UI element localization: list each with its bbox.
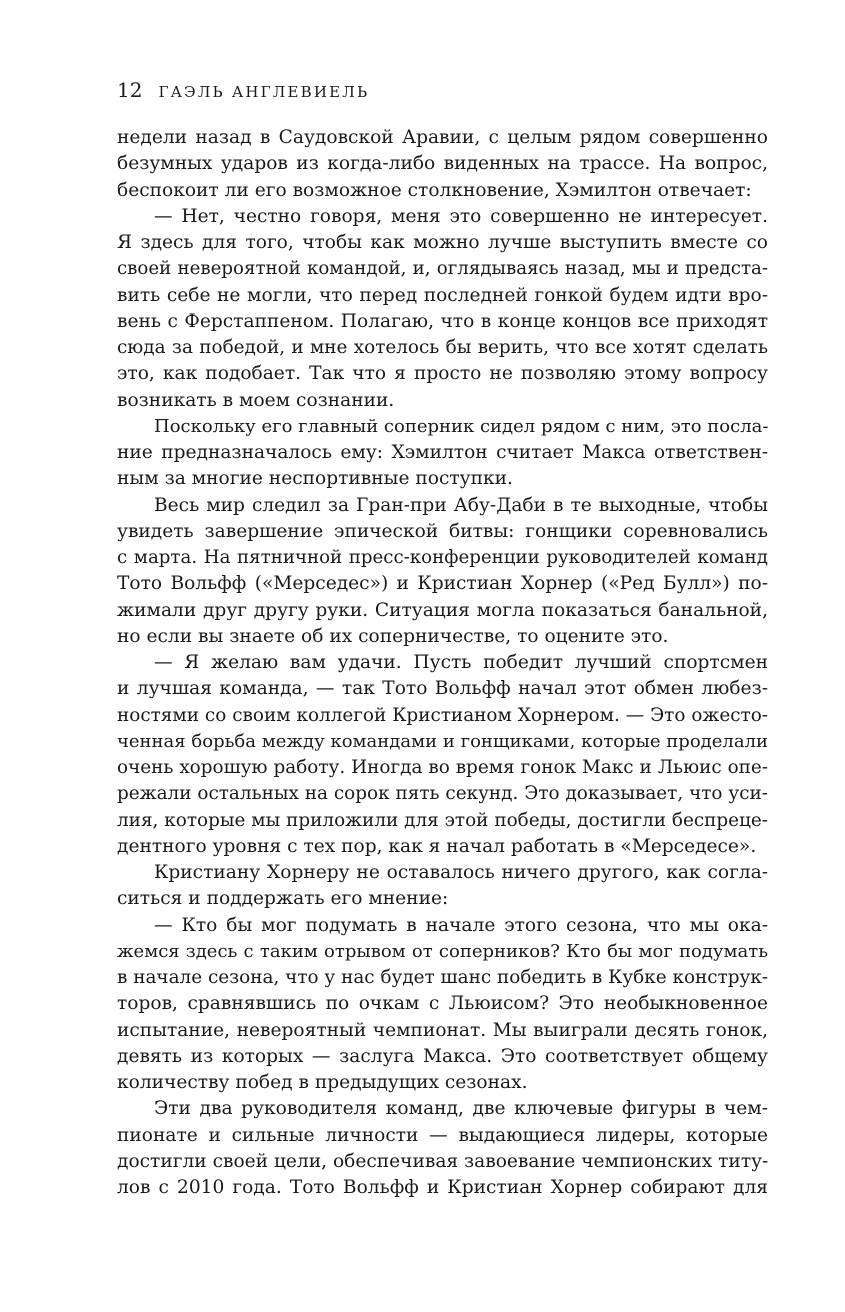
text-line: Эти два руководителя команд, две ключевые фигуры в чем- [154, 1098, 768, 1120]
text-line: недели назад в Саудовской Аравии, с целым рядом совершенно [117, 127, 768, 148]
text-line: — Нет, честно говоря, меня это совершенно не интересует. [154, 205, 768, 227]
running-head-author: ГАЭЛЬ АНГЛЕВИЕЛЬ [158, 83, 370, 101]
text-line: безумных ударов из когда-либо виденных на трассе. На вопрос, [117, 153, 768, 175]
text-line: дентного уровня с тех пор, как я начал работать в «Мерседесе». [117, 835, 757, 857]
text-line: Поскольку его главный соперник сидел рядом с ним, это посла- [154, 415, 769, 437]
text-line: беспокоит ли его возможное столкновение, Хэмилтон отвечает: [117, 179, 752, 201]
text-line: Я здесь для того, чтобы как можно лучше выступить вместе со [117, 232, 768, 253]
text-line: испытание, невероятный чемпионат. Мы выиграли десять гонок, [117, 1019, 768, 1041]
text-line: лия, которые мы приложили для этой победы, достигли беспреце- [117, 809, 768, 831]
text-line: — Кто бы мог подумать в начале этого сезона, что мы ока- [154, 914, 768, 936]
text-line: достигли своей цели, обеспечивая завоевание чемпионских титу- [117, 1150, 769, 1172]
body-text [117, 125, 768, 1201]
text-line: — Я желаю вам удачи. Пусть победит лучший спортсмен [154, 652, 768, 673]
text-line: жимали друг другу руки. Ситуация могла показаться банальной, [117, 599, 768, 621]
text-line: ностями со своим коллегой Кристианом Хорнером. — Это ожесто- [117, 704, 768, 726]
text-line: это, как подобает. Так что я просто не позволяю этому вопросу [117, 363, 768, 385]
text-line: но если вы знаете об их соперничестве, то оцените это. [117, 625, 669, 647]
text-line: и лучшая команда, — так Тото Вольфф начал этот обмен любез- [117, 678, 768, 700]
text-line: Кристиану Хорнеру не оставалось ничего другого, как согла- [154, 862, 768, 883]
text-line: ным за многие неспортивные поступки. [117, 468, 513, 490]
text-line: с марта. На пятничной пресс-конференции руководителей команд [117, 547, 768, 568]
text-line: возникать в моем сознании. [117, 389, 395, 411]
text-line: Весь мир следил за Гран-при Абу-Даби в те выходные, чтобы [154, 494, 768, 516]
text-line: торов, сравнявшись по очкам с Льюисом? Это необыкновенное [117, 993, 768, 1015]
text-line: увидеть завершение эпической битвы: гонщики соревновались [117, 520, 768, 542]
text-line: пионате и сильные личности — выдающиеся лидеры, которые [117, 1124, 768, 1146]
text-line: количеству побед в предыдущих сезонах. [117, 1072, 528, 1093]
text-line: ченная борьба между командами и гонщиками, которые проделали [117, 730, 768, 752]
text-line: своей невероятной командой, и, оглядываясь назад, мы и предста- [117, 258, 768, 280]
text-line: сюда за победой, и мне хотелось бы верить, что все хотят сделать [117, 337, 768, 358]
text-line: жемся здесь с таким отрывом от соперников? Кто бы мог подумать [117, 940, 768, 962]
text-line: ние предназначалось ему: Хэмилтон считает Макса ответствен- [117, 442, 768, 463]
running-head [117, 78, 369, 102]
text-line: девять из которых — заслуга Макса. Это соответствует общему [117, 1045, 768, 1067]
text-line: в начале сезона, что у нас будет шанс победить в Кубке конструк- [117, 967, 769, 988]
text-line: вить себе не могли, что перед последней гонкой будем идти вро- [117, 284, 768, 306]
text-line: режали остальных на сорок пять секунд. Это доказывает, что уси- [117, 783, 768, 805]
text-line: очень хорошую работу. Иногда во время гонок Макс и Льюис опе- [117, 757, 768, 778]
text-line: вень с Ферстаппеном. Полагаю, что в конце концов все приходят [117, 310, 768, 332]
text-line: лов с 2010 года. Тото Вольфф и Кристиан Хорнер собирают для [117, 1177, 768, 1198]
page-number: 12 [117, 78, 143, 102]
text-line: ситься и поддержать его мнение: [117, 888, 449, 910]
text-line: Тото Вольфф («Мерседес») и Кристиан Хорнер («Ред Булл») по- [117, 573, 768, 595]
